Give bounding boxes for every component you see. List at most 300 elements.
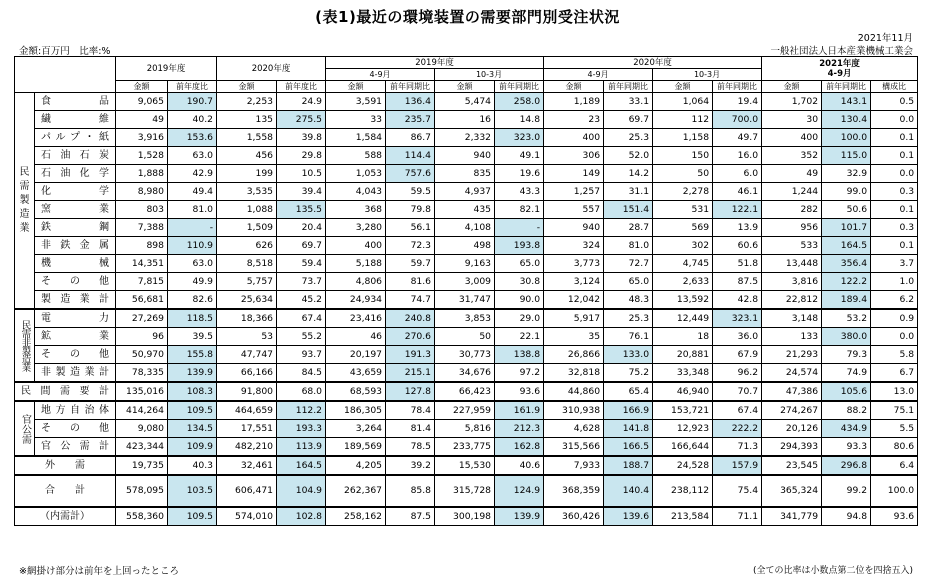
header-2019: 2019年度 <box>116 57 217 81</box>
subheader-amount: 金額 <box>435 81 495 93</box>
amount-cell: 400 <box>326 237 386 255</box>
ratio-cell: 71.3 <box>713 438 762 457</box>
ratio-cell: 75.4 <box>713 475 762 507</box>
ratio-cell: 82.6 <box>168 291 217 310</box>
amount-cell: 341,779 <box>762 507 822 526</box>
amount-cell: 3,853 <box>435 309 495 328</box>
amount-cell: 274,267 <box>762 401 822 420</box>
subheader-amount: 金額 <box>116 81 168 93</box>
ratio-cell: 215.1 <box>386 364 435 383</box>
ratio-cell: 49.9 <box>168 273 217 291</box>
share-cell: 75.1 <box>871 401 918 420</box>
ratio-cell: 140.4 <box>604 475 653 507</box>
ratio-cell: 118.5 <box>168 309 217 328</box>
amount-cell: 19,735 <box>116 456 168 475</box>
ratio-cell: 166.5 <box>604 438 653 457</box>
ratio-cell: 270.6 <box>386 328 435 346</box>
ratio-cell: 79.3 <box>822 346 871 364</box>
ratio-cell: 700.0 <box>713 111 762 129</box>
ratio-cell: 138.8 <box>495 346 544 364</box>
ratio-cell: 122.2 <box>822 273 871 291</box>
category-label: 民間需要計 <box>15 382 116 401</box>
amount-cell: 24,528 <box>653 456 713 475</box>
report-date: 2021年11月 <box>857 33 913 44</box>
amount-cell: 1,558 <box>217 129 277 147</box>
ratio-cell: 97.2 <box>495 364 544 383</box>
amount-cell: 940 <box>544 219 604 237</box>
share-cell: 100.0 <box>871 475 918 507</box>
share-cell: 5.5 <box>871 420 918 438</box>
subheader-yoy2: 前年同期比 <box>386 81 435 93</box>
ratio-cell: 162.8 <box>495 438 544 457</box>
amount-cell: 3,816 <box>762 273 822 291</box>
share-cell: 13.0 <box>871 382 918 401</box>
amount-cell: 50 <box>435 328 495 346</box>
header-2019-half: 2019年度 <box>326 57 544 69</box>
ratio-cell: 51.8 <box>713 255 762 273</box>
ratio-cell: 63.0 <box>168 255 217 273</box>
amount-cell: 1,584 <box>326 129 386 147</box>
page-title: (表1)最近の環境装置の需要部門別受注状況 <box>315 8 620 26</box>
category-label: 製造業計 <box>35 291 116 310</box>
ratio-cell: 434.9 <box>822 420 871 438</box>
share-cell: 6.7 <box>871 364 918 383</box>
ratio-cell: 72.3 <box>386 237 435 255</box>
amount-cell: 12,923 <box>653 420 713 438</box>
amount-cell: 4,628 <box>544 420 604 438</box>
amount-cell: 282 <box>762 201 822 219</box>
ratio-cell: 70.7 <box>713 382 762 401</box>
amount-cell: 9,163 <box>435 255 495 273</box>
header-2020: 2020年度 <box>217 57 326 81</box>
ratio-cell: 78.5 <box>386 438 435 457</box>
amount-cell: 558,360 <box>116 507 168 526</box>
amount-cell: 66,166 <box>217 364 277 383</box>
ratio-cell: 48.3 <box>604 291 653 310</box>
ratio-cell: 59.5 <box>386 183 435 201</box>
header-2021: 2021年度 4-9月 <box>762 57 918 81</box>
amount-cell: 233,775 <box>435 438 495 457</box>
ratio-cell: 28.7 <box>604 219 653 237</box>
table-row <box>15 129 918 147</box>
share-cell: 6.2 <box>871 291 918 310</box>
amount-cell: 1,257 <box>544 183 604 201</box>
table-row <box>15 165 918 183</box>
amount-cell: 78,335 <box>116 364 168 383</box>
table-row <box>15 183 918 201</box>
amount-cell: 5,917 <box>544 309 604 328</box>
table-row <box>15 456 918 475</box>
amount-cell: 956 <box>762 219 822 237</box>
ratio-cell: 189.4 <box>822 291 871 310</box>
amount-cell: 3,148 <box>762 309 822 328</box>
ratio-cell: 81.0 <box>168 201 217 219</box>
amount-cell: 557 <box>544 201 604 219</box>
ratio-cell: 73.7 <box>277 273 326 291</box>
share-cell: 0.0 <box>871 328 918 346</box>
ratio-cell: 74.7 <box>386 291 435 310</box>
ratio-cell: 50.6 <box>822 201 871 219</box>
ratio-cell: 127.8 <box>386 382 435 401</box>
category-label: 石油化学 <box>35 165 116 183</box>
ratio-cell: 139.9 <box>495 507 544 526</box>
ratio-cell: 133.0 <box>604 346 653 364</box>
publisher: 一般社団法人日本産業機械工業会 <box>770 46 913 57</box>
ratio-cell: 109.5 <box>168 401 217 420</box>
header-blank <box>15 57 116 93</box>
footnote: ※網掛け部分は前年を上回ったところ <box>19 566 179 577</box>
amount-cell: 46 <box>326 328 386 346</box>
table-row <box>15 438 918 457</box>
ratio-cell: 115.0 <box>822 147 871 165</box>
table-row <box>15 364 918 383</box>
section-private-manufacturing: 民 需 製 造 業 <box>15 93 35 310</box>
amount-cell: 213,584 <box>653 507 713 526</box>
ratio-cell: 65.0 <box>604 273 653 291</box>
amount-cell: 35 <box>544 328 604 346</box>
ratio-cell: 110.9 <box>168 237 217 255</box>
ratio-cell: 87.5 <box>713 273 762 291</box>
category-label: 合 計 <box>15 475 116 507</box>
ratio-cell: 164.5 <box>277 456 326 475</box>
header-h2: 10-3月 <box>435 69 544 81</box>
ratio-cell: 135.5 <box>277 201 326 219</box>
ratio-cell: 139.6 <box>604 507 653 526</box>
ratio-cell: 46.1 <box>713 183 762 201</box>
ratio-cell: 275.5 <box>277 111 326 129</box>
amount-cell: 56,681 <box>116 291 168 310</box>
amount-cell: 1,702 <box>762 93 822 111</box>
amount-cell: 940 <box>435 147 495 165</box>
ratio-cell: 87.5 <box>386 507 435 526</box>
ratio-cell: 16.0 <box>713 147 762 165</box>
amount-cell: 14,351 <box>116 255 168 273</box>
amount-cell: 68,593 <box>326 382 386 401</box>
ratio-cell: 69.7 <box>277 237 326 255</box>
rounding-note: (全ての比率は小数点第二位を四捨五入) <box>752 566 913 576</box>
ratio-cell: 112.2 <box>277 401 326 420</box>
amount-cell: 302 <box>653 237 713 255</box>
orders-table <box>14 56 918 526</box>
table-row <box>15 273 918 291</box>
ratio-cell: 88.2 <box>822 401 871 420</box>
amount-cell: 569 <box>653 219 713 237</box>
amount-cell: 1,053 <box>326 165 386 183</box>
ratio-cell: 109.9 <box>168 438 217 457</box>
category-label: 地方自治体 <box>35 401 116 420</box>
amount-cell: 91,800 <box>217 382 277 401</box>
ratio-cell: 13.9 <box>713 219 762 237</box>
ratio-cell: 78.4 <box>386 401 435 420</box>
amount-cell: 435 <box>435 201 495 219</box>
amount-cell: 574,010 <box>217 507 277 526</box>
amount-cell: 26,866 <box>544 346 604 364</box>
subheader-amount: 金額 <box>653 81 713 93</box>
ratio-cell: 32.9 <box>822 165 871 183</box>
category-label: 電力 <box>35 309 116 328</box>
amount-cell: 150 <box>653 147 713 165</box>
ratio-cell: 39.2 <box>386 456 435 475</box>
ratio-cell: 141.8 <box>604 420 653 438</box>
ratio-cell: 82.1 <box>495 201 544 219</box>
table-row <box>15 475 918 507</box>
amount-cell: 1,528 <box>116 147 168 165</box>
amount-cell: 5,474 <box>435 93 495 111</box>
ratio-cell: 67.4 <box>277 309 326 328</box>
ratio-cell: 93.3 <box>822 438 871 457</box>
ratio-cell: 43.3 <box>495 183 544 201</box>
section-public: 官公需 <box>15 401 35 456</box>
amount-cell: 13,592 <box>653 291 713 310</box>
share-cell: 0.3 <box>871 219 918 237</box>
amount-cell: 13,448 <box>762 255 822 273</box>
ratio-cell: 235.7 <box>386 111 435 129</box>
table-row <box>15 382 918 401</box>
amount-cell: 49 <box>116 111 168 129</box>
ratio-cell: 102.8 <box>277 507 326 526</box>
ratio-cell: 81.0 <box>604 237 653 255</box>
amount-cell: 66,423 <box>435 382 495 401</box>
amount-cell: 498 <box>435 237 495 255</box>
amount-cell: 32,818 <box>544 364 604 383</box>
table-row <box>15 255 918 273</box>
amount-cell: 315,566 <box>544 438 604 457</box>
amount-cell: 5,188 <box>326 255 386 273</box>
category-label: 化学 <box>35 183 116 201</box>
amount-cell: 533 <box>762 237 822 255</box>
ratio-cell: 40.3 <box>168 456 217 475</box>
ratio-cell: 85.8 <box>386 475 435 507</box>
amount-cell: 3,124 <box>544 273 604 291</box>
ratio-cell: 72.7 <box>604 255 653 273</box>
table-row <box>15 291 918 310</box>
amount-cell: 27,269 <box>116 309 168 328</box>
amount-cell: 17,551 <box>217 420 277 438</box>
header-h2: 10-3月 <box>653 69 762 81</box>
amount-cell: 1,158 <box>653 129 713 147</box>
amount-cell: 12,042 <box>544 291 604 310</box>
table-row <box>15 401 918 420</box>
ratio-cell: 29.8 <box>277 147 326 165</box>
amount-cell: 23 <box>544 111 604 129</box>
amount-cell: 531 <box>653 201 713 219</box>
ratio-cell: 65.4 <box>604 382 653 401</box>
ratio-cell: 31.1 <box>604 183 653 201</box>
share-cell: 0.1 <box>871 147 918 165</box>
ratio-cell: 258.0 <box>495 93 544 111</box>
ratio-cell: 10.5 <box>277 165 326 183</box>
ratio-cell: 212.3 <box>495 420 544 438</box>
share-cell: 3.7 <box>871 255 918 273</box>
ratio-cell: 24.9 <box>277 93 326 111</box>
amount-cell: 606,471 <box>217 475 277 507</box>
category-label: 食品 <box>35 93 116 111</box>
amount-cell: 50,970 <box>116 346 168 364</box>
amount-cell: 20,197 <box>326 346 386 364</box>
subheader-amount: 金額 <box>544 81 604 93</box>
ratio-cell: 39.8 <box>277 129 326 147</box>
units-note: 金額:百万円 比率:% <box>19 46 111 57</box>
amount-cell: 3,280 <box>326 219 386 237</box>
amount-cell: 47,386 <box>762 382 822 401</box>
ratio-cell: 49.7 <box>713 129 762 147</box>
amount-cell: 23,545 <box>762 456 822 475</box>
ratio-cell: 296.8 <box>822 456 871 475</box>
amount-cell: 588 <box>326 147 386 165</box>
amount-cell: 5,757 <box>217 273 277 291</box>
ratio-cell: 222.2 <box>713 420 762 438</box>
subheader-amount: 金額 <box>217 81 277 93</box>
ratio-cell: 14.8 <box>495 111 544 129</box>
ratio-cell: 40.6 <box>495 456 544 475</box>
ratio-cell: 29.0 <box>495 309 544 328</box>
category-label: 窯業 <box>35 201 116 219</box>
amount-cell: 300,198 <box>435 507 495 526</box>
ratio-cell: 130.4 <box>822 111 871 129</box>
subheader-yoy2: 前年同期比 <box>822 81 871 93</box>
amount-cell: 2,633 <box>653 273 713 291</box>
ratio-cell: 323.1 <box>713 309 762 328</box>
ratio-cell: 190.7 <box>168 93 217 111</box>
ratio-cell: 139.9 <box>168 364 217 383</box>
amount-cell: 464,659 <box>217 401 277 420</box>
amount-cell: 25,634 <box>217 291 277 310</box>
amount-cell: 2,253 <box>217 93 277 111</box>
category-label: その他 <box>35 346 116 364</box>
ratio-cell: 193.8 <box>495 237 544 255</box>
ratio-cell: 76.1 <box>604 328 653 346</box>
header-h1: 4-9月 <box>544 69 653 81</box>
amount-cell: 4,937 <box>435 183 495 201</box>
ratio-cell: 25.3 <box>604 129 653 147</box>
ratio-cell: 67.4 <box>713 401 762 420</box>
ratio-cell: 113.9 <box>277 438 326 457</box>
amount-cell: 3,535 <box>217 183 277 201</box>
ratio-cell: 22.1 <box>495 328 544 346</box>
amount-cell: 3,773 <box>544 255 604 273</box>
amount-cell: 12,449 <box>653 309 713 328</box>
amount-cell: 34,676 <box>435 364 495 383</box>
amount-cell: 24,934 <box>326 291 386 310</box>
ratio-cell: 101.7 <box>822 219 871 237</box>
ratio-cell: 19.6 <box>495 165 544 183</box>
amount-cell: 4,745 <box>653 255 713 273</box>
amount-cell: 18,366 <box>217 309 277 328</box>
ratio-cell: 42.8 <box>713 291 762 310</box>
amount-cell: 456 <box>217 147 277 165</box>
ratio-cell: 20.4 <box>277 219 326 237</box>
category-label: 石油石炭 <box>35 147 116 165</box>
amount-cell: 898 <box>116 237 168 255</box>
ratio-cell: 25.3 <box>604 309 653 328</box>
amount-cell: 324 <box>544 237 604 255</box>
amount-cell: 47,747 <box>217 346 277 364</box>
amount-cell: 2,278 <box>653 183 713 201</box>
ratio-cell: 6.0 <box>713 165 762 183</box>
category-label: 非鉄金属 <box>35 237 116 255</box>
amount-cell: 44,860 <box>544 382 604 401</box>
share-cell: 0.3 <box>871 183 918 201</box>
amount-cell: 368 <box>326 201 386 219</box>
ratio-cell: 63.0 <box>168 147 217 165</box>
ratio-cell: 40.2 <box>168 111 217 129</box>
category-label: 外 需 <box>15 456 116 475</box>
ratio-cell: 74.9 <box>822 364 871 383</box>
ratio-cell: 164.5 <box>822 237 871 255</box>
table-row <box>15 111 918 129</box>
ratio-cell: 69.7 <box>604 111 653 129</box>
amount-cell: 8,980 <box>116 183 168 201</box>
ratio-cell: 81.4 <box>386 420 435 438</box>
share-cell: 0.9 <box>871 309 918 328</box>
amount-cell: 7,815 <box>116 273 168 291</box>
amount-cell: 96 <box>116 328 168 346</box>
ratio-cell: 39.5 <box>168 328 217 346</box>
ratio-cell: 71.1 <box>713 507 762 526</box>
ratio-cell: 155.8 <box>168 346 217 364</box>
amount-cell: 227,959 <box>435 401 495 420</box>
amount-cell: 149 <box>544 165 604 183</box>
amount-cell: 30,773 <box>435 346 495 364</box>
ratio-cell: 14.2 <box>604 165 653 183</box>
ratio-cell: 79.8 <box>386 201 435 219</box>
amount-cell: 53 <box>217 328 277 346</box>
table-row <box>15 201 918 219</box>
ratio-cell: 33.1 <box>604 93 653 111</box>
table-row <box>15 328 918 346</box>
ratio-cell: 157.9 <box>713 456 762 475</box>
ratio-cell: 75.2 <box>604 364 653 383</box>
subheader-yoy: 前年度比 <box>277 81 326 93</box>
ratio-cell: 356.4 <box>822 255 871 273</box>
ratio-cell: 45.2 <box>277 291 326 310</box>
amount-cell: 3,916 <box>116 129 168 147</box>
ratio-cell: 36.0 <box>713 328 762 346</box>
category-label: パルプ・紙 <box>35 129 116 147</box>
amount-cell: 4,108 <box>435 219 495 237</box>
category-label: その他 <box>35 420 116 438</box>
ratio-cell: 166.9 <box>604 401 653 420</box>
ratio-cell: 30.8 <box>495 273 544 291</box>
amount-cell: 50 <box>653 165 713 183</box>
subheader-yoy2: 前年同期比 <box>495 81 544 93</box>
ratio-cell: 39.4 <box>277 183 326 201</box>
ratio-cell: 105.6 <box>822 382 871 401</box>
amount-cell: 16 <box>435 111 495 129</box>
amount-cell: 365,324 <box>762 475 822 507</box>
amount-cell: 24,574 <box>762 364 822 383</box>
amount-cell: 20,881 <box>653 346 713 364</box>
ratio-cell: 93.6 <box>495 382 544 401</box>
amount-cell: 8,518 <box>217 255 277 273</box>
ratio-cell: 323.0 <box>495 129 544 147</box>
amount-cell: 133 <box>762 328 822 346</box>
amount-cell: 1,244 <box>762 183 822 201</box>
ratio-cell: 90.0 <box>495 291 544 310</box>
ratio-cell: 42.9 <box>168 165 217 183</box>
amount-cell: 186,305 <box>326 401 386 420</box>
amount-cell: 352 <box>762 147 822 165</box>
share-cell: 0.1 <box>871 129 918 147</box>
amount-cell: 315,728 <box>435 475 495 507</box>
amount-cell: 33 <box>326 111 386 129</box>
ratio-cell: 59.7 <box>386 255 435 273</box>
amount-cell: 49 <box>762 165 822 183</box>
amount-cell: 400 <box>762 129 822 147</box>
share-cell: 93.6 <box>871 507 918 526</box>
ratio-cell: 93.7 <box>277 346 326 364</box>
ratio-cell: 122.1 <box>713 201 762 219</box>
